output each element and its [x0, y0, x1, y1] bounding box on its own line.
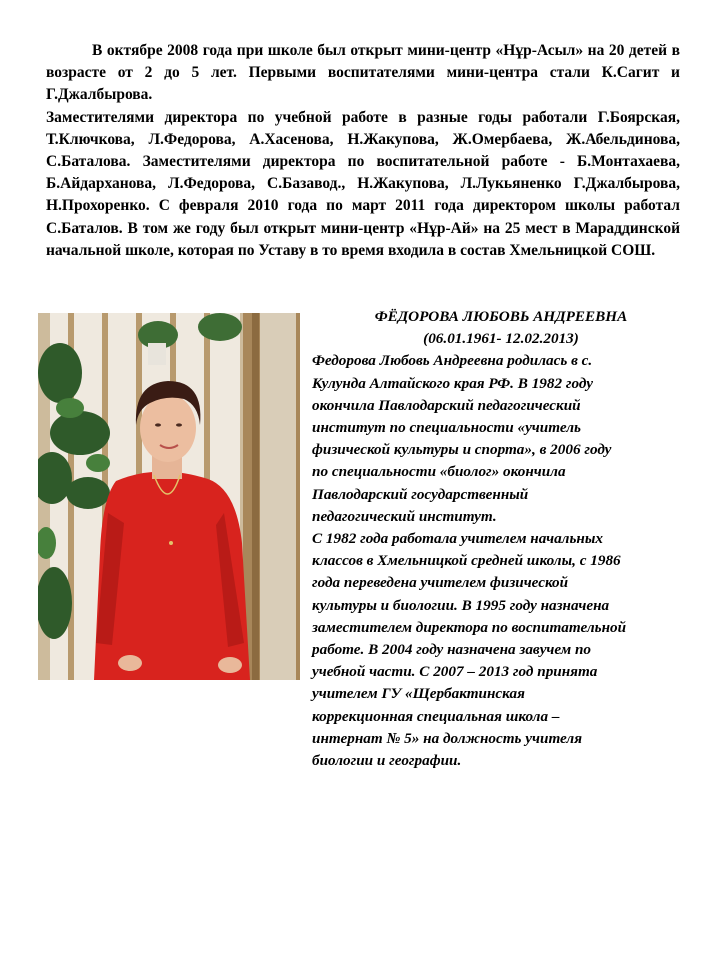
biography: [312, 306, 690, 772]
bio-line: работе. В 2004 году назначена завучем по: [312, 641, 592, 659]
bio-line: интернат № 5» на должность учителя: [312, 729, 583, 747]
bio-line: Павлодарский государственный: [312, 485, 529, 503]
portrait-photo: [38, 313, 300, 680]
bio-name: ФЁДОРОВА ЛЮБОВЬ АНДРЕЕВНА: [374, 308, 628, 325]
bio-line: институт по специальности «учитель: [312, 419, 581, 437]
bio-line: Федорова Любовь Андреевна родилась в с.: [312, 352, 593, 370]
bio-line: коррекционная специальная школа –: [312, 707, 560, 725]
bio-line: педагогический институт.: [312, 507, 497, 525]
bio-line: биологии и географии.: [312, 752, 462, 770]
bio-line: учебной части. С 2007 – 2013 год принята: [312, 663, 598, 681]
bio-dates: (06.01.1961- 12.02.2013): [423, 330, 579, 348]
intro-paragraph-2: Заместителями директора по учебной работе в разные годы работали Г.Боярская, Т.Ключкова, Л.Федорова, А.Хасенова, Н.Жакупова, Ж.Омербаева, Ж.Абельдинова, С.Баталова. Заместителями директора по воспитательной работе - Б.Монтахаева, Б.Айдарханова, Л.Федорова, С.Базавод., Н.Жакупова, Л.Лукьяненко Г.Джалбырова, Н.Прохоренко. С февраля 2010 года по март 2011 года директором школы работал С.Баталов. В том же году был открыт мини-центр «Нұр-Ай» на 25 мест в Мараддинской начальной школе, которая по Уставу в то время входила в состав Хмельницкой СОШ.: [46, 108, 680, 259]
bio-line: классов в Хмельницкой средней школы, с 1986: [312, 552, 621, 570]
bio-line: физической культуры и спорта», в 2006 году: [312, 441, 612, 459]
bio-line: Кулунда Алтайского края РФ. В 1982 году: [312, 374, 593, 392]
bio-line: окончила Павлодарский педагогический: [312, 396, 581, 414]
intro-text: [46, 40, 680, 262]
intro-paragraph-1: В октябре 2008 года при школе был открыт мини-центр «Нұр-Асыл» на 20 детей в возрасте от 2 до 5 лет. Первыми воспитателями мини-центра стали К.Сагит и Г.Джалбырова.: [46, 42, 680, 104]
bio-line: года переведена учителем физической: [312, 574, 569, 592]
bio-line: заместителем директора по воспитательной: [312, 618, 627, 636]
bio-line: С 1982 года работала учителем начальных: [312, 530, 603, 548]
bio-line: по специальности «биолог» окончила: [312, 463, 566, 481]
bio-line: учителем ГУ «Щербактинская: [312, 685, 525, 703]
bio-line: культуры и биологии. В 1995 году назначена: [312, 596, 610, 614]
